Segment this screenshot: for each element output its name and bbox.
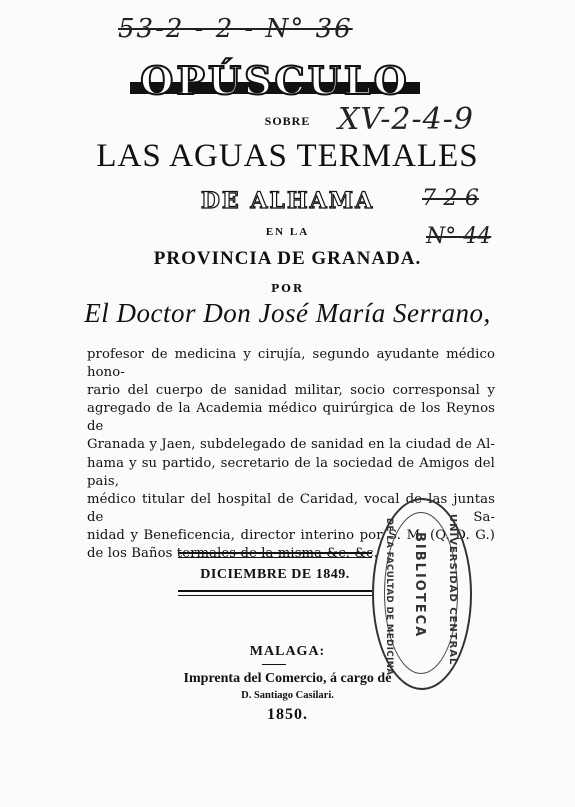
de-alhama-title: DE ALHAMA — [200, 188, 375, 214]
imprint-year: 1850. — [267, 706, 308, 723]
por-label: POR — [271, 282, 304, 295]
handwritten-shelf-mark: XV-2-4-9 — [338, 102, 474, 137]
description-line: hama y su partido, secretario de la sociedad de Amigos del pais, — [87, 455, 495, 489]
imprint-printer-name: D. Santiago Casilari. — [241, 690, 334, 701]
author-name: El Doctor Don José María Serrano, — [84, 298, 491, 328]
en-la-label: EN LA — [265, 226, 310, 238]
main-title: LAS AGUAS TERMALES — [96, 138, 479, 174]
date-line: DICIEMBRE DE 1849. — [200, 567, 350, 582]
province-title: PROVINCIA DE GRANADA. — [153, 248, 422, 269]
sobre-label: SOBRE — [264, 114, 311, 128]
ornament-rule-bottom-thin — [178, 595, 372, 596]
opusculo-title: OPÚSCULO — [130, 58, 420, 106]
stamp-middle-text: DE LA FACULTAD DE MEDICINA — [384, 518, 394, 676]
ornament-rule-top — [178, 552, 372, 554]
description-line: de los Baños termales de la misma &c. &c. — [87, 546, 378, 562]
handwritten-struck-mark-2: N° 44 — [426, 224, 492, 249]
imprint-printer: Imprenta del Comercio, á cargo de — [183, 671, 392, 686]
description-line: profesor de medicina y cirujía, segundo ayudante médico hono- — [87, 347, 495, 381]
description-line: nidad y Beneficencia, director interino por S. M. (Q. D. G.) — [87, 527, 495, 543]
ornament-rule-bottom — [178, 590, 372, 592]
description-line: agregado de la Academia médico quirúrgica de los Reynos de — [87, 401, 495, 435]
description-line: rario del cuerpo de sanidad militar, socio corresponsal y — [87, 383, 495, 399]
ornament-rule-top-thin — [178, 557, 372, 558]
description-line: médico titular del hospital de Caridad, vocal de las juntas de Sa- — [87, 491, 495, 525]
stamp-inner-text: BIBLIOTECA — [412, 532, 427, 639]
stamp-outer-text: UNIVERSIDAD CENTRAL — [447, 514, 458, 666]
imprint-city: MALAGA: — [249, 644, 326, 659]
handwritten-struck-mark-1: 7-2-6 — [422, 186, 479, 211]
imprint-divider — [262, 664, 286, 665]
description-line: Granada y Jaen, subdelegado de sanidad en la ciudad de Al- — [87, 437, 495, 453]
library-stamp — [372, 498, 472, 690]
handwritten-catalog-number: 53-2 - 2 - N° 36 — [118, 14, 353, 44]
